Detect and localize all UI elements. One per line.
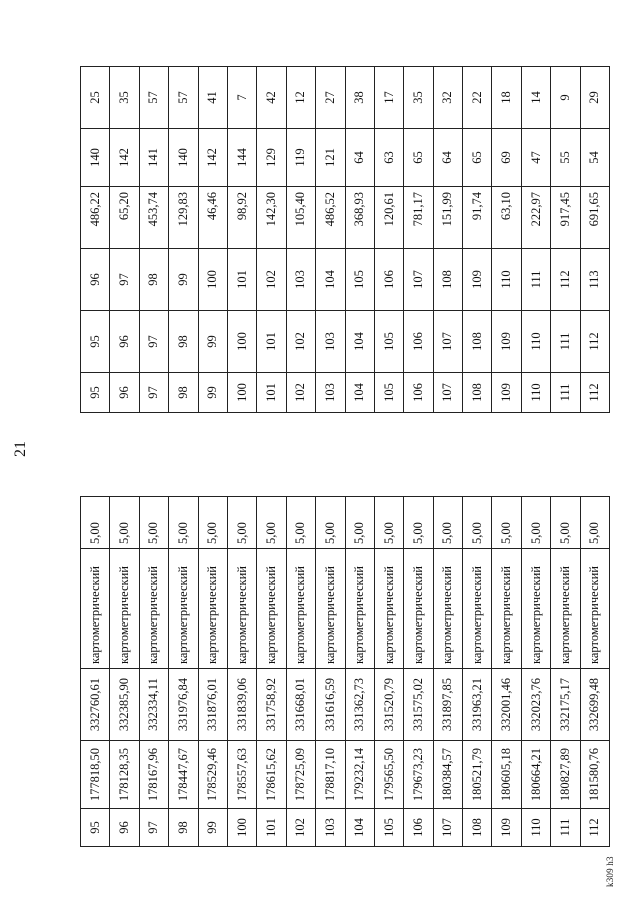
- table-cell: 5,00: [551, 497, 580, 549]
- table-cell: 25: [81, 67, 110, 129]
- table-row: [81, 497, 110, 847]
- table-cell: 102: [257, 249, 286, 311]
- segments-table: [80, 66, 610, 413]
- table-cell: 95: [81, 311, 110, 373]
- table-cell: картометрический: [110, 549, 139, 669]
- table-cell: картометрический: [81, 549, 110, 669]
- table-cell: 101: [257, 373, 286, 413]
- table-cell: 102: [286, 373, 315, 413]
- table-cell: 112: [551, 249, 580, 311]
- table-row: [580, 67, 609, 413]
- table-cell: 5,00: [580, 497, 609, 549]
- table-cell: 64: [433, 129, 462, 187]
- table-cell: 129,83: [169, 187, 198, 249]
- table-cell: 486,52: [316, 187, 345, 249]
- table-cell: 112: [580, 373, 609, 413]
- table-cell: 109: [463, 249, 492, 311]
- table-cell: 9: [551, 67, 580, 129]
- table-cell: картометрический: [463, 549, 492, 669]
- table-cell: 97: [139, 373, 168, 413]
- table-cell: 98: [139, 249, 168, 311]
- table-cell: 141: [139, 129, 168, 187]
- table-cell: 109: [492, 373, 521, 413]
- table-cell: 178557,63: [227, 741, 256, 809]
- table-cell: 5,00: [286, 497, 315, 549]
- coordinates-table: [80, 496, 610, 847]
- table-cell: 98,92: [227, 187, 256, 249]
- table-row: [374, 497, 403, 847]
- table-row: [551, 497, 580, 847]
- table-cell: 57: [169, 67, 198, 129]
- table-cell: 144: [227, 129, 256, 187]
- table-cell: 917,45: [551, 187, 580, 249]
- table-cell: 331616,59: [316, 669, 345, 741]
- table-cell: 106: [404, 809, 433, 847]
- table-cell: 179565,50: [374, 741, 403, 809]
- table-row: [374, 67, 403, 413]
- table-cell: 368,93: [345, 187, 374, 249]
- table-cell: 332334,11: [139, 669, 168, 741]
- table-cell: 65: [404, 129, 433, 187]
- table-cell: 107: [433, 809, 462, 847]
- table-cell: 98: [169, 373, 198, 413]
- table-cell: 5,00: [463, 497, 492, 549]
- table-cell: 5,00: [404, 497, 433, 549]
- table-cell: 332385,90: [110, 669, 139, 741]
- table-cell: 99: [198, 809, 227, 847]
- table-cell: 180384,57: [433, 741, 462, 809]
- table-cell: 5,00: [316, 497, 345, 549]
- table-cell: картометрический: [345, 549, 374, 669]
- table-cell: 119: [286, 129, 315, 187]
- table-cell: 5,00: [257, 497, 286, 549]
- table-cell: 42: [257, 67, 286, 129]
- table-cell: 331668,01: [286, 669, 315, 741]
- table-cell: 101: [227, 249, 256, 311]
- table-row: [521, 497, 550, 847]
- table-cell: 331575,02: [404, 669, 433, 741]
- table-cell: 110: [492, 249, 521, 311]
- table-cell: 97: [139, 809, 168, 847]
- table-cell: 107: [433, 373, 462, 413]
- table-cell: 178447,67: [169, 741, 198, 809]
- table-cell: 102: [286, 809, 315, 847]
- table-cell: 99: [198, 311, 227, 373]
- table-cell: 332001,46: [492, 669, 521, 741]
- table-cell: 178817,10: [316, 741, 345, 809]
- table-cell: 331897,85: [433, 669, 462, 741]
- table-cell: 102: [286, 311, 315, 373]
- table-cell: 121: [316, 129, 345, 187]
- table-cell: 110: [521, 809, 550, 847]
- table-cell: 91,74: [463, 187, 492, 249]
- table-cell: 110: [521, 373, 550, 413]
- table-row: [286, 497, 315, 847]
- table-cell: 17: [374, 67, 403, 129]
- table-cell: 104: [345, 809, 374, 847]
- table-cell: 96: [110, 809, 139, 847]
- table-row: [551, 67, 580, 413]
- table-cell: 105: [374, 809, 403, 847]
- table-cell: картометрический: [492, 549, 521, 669]
- table-cell: 331976,84: [169, 669, 198, 741]
- table-cell: 100: [198, 249, 227, 311]
- table-cell: картометрический: [139, 549, 168, 669]
- table-cell: 41: [198, 67, 227, 129]
- table-cell: 96: [110, 311, 139, 373]
- table-row: [345, 497, 374, 847]
- table-cell: 5,00: [81, 497, 110, 549]
- table-cell: 105: [374, 311, 403, 373]
- table-row: [198, 67, 227, 413]
- table-cell: 97: [139, 311, 168, 373]
- table-row: [492, 497, 521, 847]
- table-cell: 142,30: [257, 187, 286, 249]
- table-cell: 12: [286, 67, 315, 129]
- table-cell: 178167,96: [139, 741, 168, 809]
- table-row: [139, 67, 168, 413]
- table-cell: 111: [551, 373, 580, 413]
- table-row: [345, 67, 374, 413]
- table-cell: 106: [404, 311, 433, 373]
- table-cell: 22: [463, 67, 492, 129]
- table-cell: 142: [110, 129, 139, 187]
- table-cell: 109: [492, 809, 521, 847]
- table-row: [81, 67, 110, 413]
- table-row: [521, 67, 550, 413]
- table-cell: 7: [227, 67, 256, 129]
- table-cell: 179232,14: [345, 741, 374, 809]
- table-cell: 104: [345, 373, 374, 413]
- table-cell: 101: [257, 311, 286, 373]
- table-cell: 180605,18: [492, 741, 521, 809]
- table-cell: картометрический: [227, 549, 256, 669]
- table-cell: 101: [257, 809, 286, 847]
- table-cell: 103: [316, 311, 345, 373]
- table-cell: 111: [521, 249, 550, 311]
- table-cell: 5,00: [521, 497, 550, 549]
- table-cell: 105: [374, 373, 403, 413]
- table-row: [257, 67, 286, 413]
- table-row: [463, 497, 492, 847]
- table-cell: 99: [198, 373, 227, 413]
- table-cell: 332023,76: [521, 669, 550, 741]
- table-cell: 97: [110, 249, 139, 311]
- table-cell: 100: [227, 311, 256, 373]
- table-row: [404, 67, 433, 413]
- table-cell: 108: [463, 809, 492, 847]
- table-row: [227, 67, 256, 413]
- table-row: [139, 497, 168, 847]
- table-row: [580, 497, 609, 847]
- table-cell: 222,97: [521, 187, 550, 249]
- table-cell: 47: [521, 129, 550, 187]
- table-cell: 98: [169, 809, 198, 847]
- table-cell: 112: [580, 311, 609, 373]
- table-cell: 151,99: [433, 187, 462, 249]
- table-cell: 106: [404, 373, 433, 413]
- table-row: [463, 67, 492, 413]
- table-cell: 35: [110, 67, 139, 129]
- table-cell: 5,00: [198, 497, 227, 549]
- table-row: [492, 67, 521, 413]
- table-cell: 65: [463, 129, 492, 187]
- table-cell: картометрический: [316, 549, 345, 669]
- table-row: [198, 497, 227, 847]
- table-cell: 331758,92: [257, 669, 286, 741]
- footer-code: k309 h3: [605, 856, 615, 887]
- table-cell: 5,00: [433, 497, 462, 549]
- table-cell: 96: [81, 249, 110, 311]
- table-cell: 331839,06: [227, 669, 256, 741]
- table-cell: 179673,23: [404, 741, 433, 809]
- table-cell: 178725,09: [286, 741, 315, 809]
- table-cell: 178529,46: [198, 741, 227, 809]
- table-cell: 140: [81, 129, 110, 187]
- table-cell: картометрический: [404, 549, 433, 669]
- table-cell: 108: [433, 249, 462, 311]
- table-cell: 38: [345, 67, 374, 129]
- table-cell: 110: [521, 311, 550, 373]
- table-cell: 65,20: [110, 187, 139, 249]
- table-cell: 107: [433, 311, 462, 373]
- table-cell: 108: [463, 373, 492, 413]
- table-cell: 331520,79: [374, 669, 403, 741]
- table-cell: 100: [227, 809, 256, 847]
- table-cell: 14: [521, 67, 550, 129]
- table-cell: 178128,35: [110, 741, 139, 809]
- table-cell: картометрический: [257, 549, 286, 669]
- table-cell: 103: [316, 373, 345, 413]
- table-cell: 100: [227, 373, 256, 413]
- table-cell: 63: [374, 129, 403, 187]
- table-cell: 57: [139, 67, 168, 129]
- table-cell: 5,00: [227, 497, 256, 549]
- table-cell: картометрический: [580, 549, 609, 669]
- table-cell: картометрический: [551, 549, 580, 669]
- table-cell: 63,10: [492, 187, 521, 249]
- table-cell: 120,61: [374, 187, 403, 249]
- table-cell: 55: [551, 129, 580, 187]
- table-cell: 103: [286, 249, 315, 311]
- table-cell: 177818,50: [81, 741, 110, 809]
- page-number: 21: [12, 441, 29, 457]
- table-cell: 332760,61: [81, 669, 110, 741]
- table-cell: картометрический: [286, 549, 315, 669]
- table-cell: 112: [580, 809, 609, 847]
- table-cell: 35: [404, 67, 433, 129]
- table-row: [433, 497, 462, 847]
- table-cell: 104: [345, 311, 374, 373]
- table-cell: 107: [404, 249, 433, 311]
- table-cell: 129: [257, 129, 286, 187]
- table-cell: 103: [316, 809, 345, 847]
- table-cell: 5,00: [169, 497, 198, 549]
- table-cell: 64: [345, 129, 374, 187]
- table-cell: 113: [580, 249, 609, 311]
- table-cell: 99: [169, 249, 198, 311]
- table-cell: 180827,89: [551, 741, 580, 809]
- table-cell: картометрический: [198, 549, 227, 669]
- table-cell: 109: [492, 311, 521, 373]
- table-cell: 27: [316, 67, 345, 129]
- table-row: [257, 497, 286, 847]
- table-cell: 95: [81, 373, 110, 413]
- table-cell: 46,46: [198, 187, 227, 249]
- table-row: [227, 497, 256, 847]
- table-cell: 18: [492, 67, 521, 129]
- table-cell: 54: [580, 129, 609, 187]
- table-cell: картометрический: [521, 549, 550, 669]
- table-cell: 331876,01: [198, 669, 227, 741]
- table-cell: 111: [551, 809, 580, 847]
- table-row: [169, 497, 198, 847]
- table-cell: 5,00: [492, 497, 521, 549]
- table-cell: 180521,79: [463, 741, 492, 809]
- table-cell: 104: [316, 249, 345, 311]
- table-cell: 332699,48: [580, 669, 609, 741]
- table-row: [316, 497, 345, 847]
- table-cell: 105,40: [286, 187, 315, 249]
- table-cell: 331963,21: [463, 669, 492, 741]
- table-cell: 98: [169, 311, 198, 373]
- table-cell: 5,00: [374, 497, 403, 549]
- table-cell: 140: [169, 129, 198, 187]
- table-cell: 178615,62: [257, 741, 286, 809]
- table-row: [110, 67, 139, 413]
- table-cell: 95: [81, 809, 110, 847]
- table-row: [286, 67, 315, 413]
- table-cell: 111: [551, 311, 580, 373]
- table-cell: 691,65: [580, 187, 609, 249]
- table-cell: 331362,73: [345, 669, 374, 741]
- table-cell: 453,74: [139, 187, 168, 249]
- table-cell: картометрический: [433, 549, 462, 669]
- table-cell: 5,00: [139, 497, 168, 549]
- table-cell: 486,22: [81, 187, 110, 249]
- table-cell: 180664,21: [521, 741, 550, 809]
- table-cell: картометрический: [374, 549, 403, 669]
- table-cell: 96: [110, 373, 139, 413]
- table-row: [110, 497, 139, 847]
- table-row: [316, 67, 345, 413]
- table-row: [169, 67, 198, 413]
- table-cell: 108: [463, 311, 492, 373]
- table-cell: 69: [492, 129, 521, 187]
- table-row: [404, 497, 433, 847]
- table-cell: 142: [198, 129, 227, 187]
- table-cell: 29: [580, 67, 609, 129]
- table-cell: 781,17: [404, 187, 433, 249]
- table-cell: 32: [433, 67, 462, 129]
- table-cell: 332175,17: [551, 669, 580, 741]
- table-cell: картометрический: [169, 549, 198, 669]
- table-cell: 5,00: [345, 497, 374, 549]
- table-cell: 181580,76: [580, 741, 609, 809]
- table-cell: 106: [374, 249, 403, 311]
- table-cell: 105: [345, 249, 374, 311]
- table-cell: 5,00: [110, 497, 139, 549]
- table-row: [433, 67, 462, 413]
